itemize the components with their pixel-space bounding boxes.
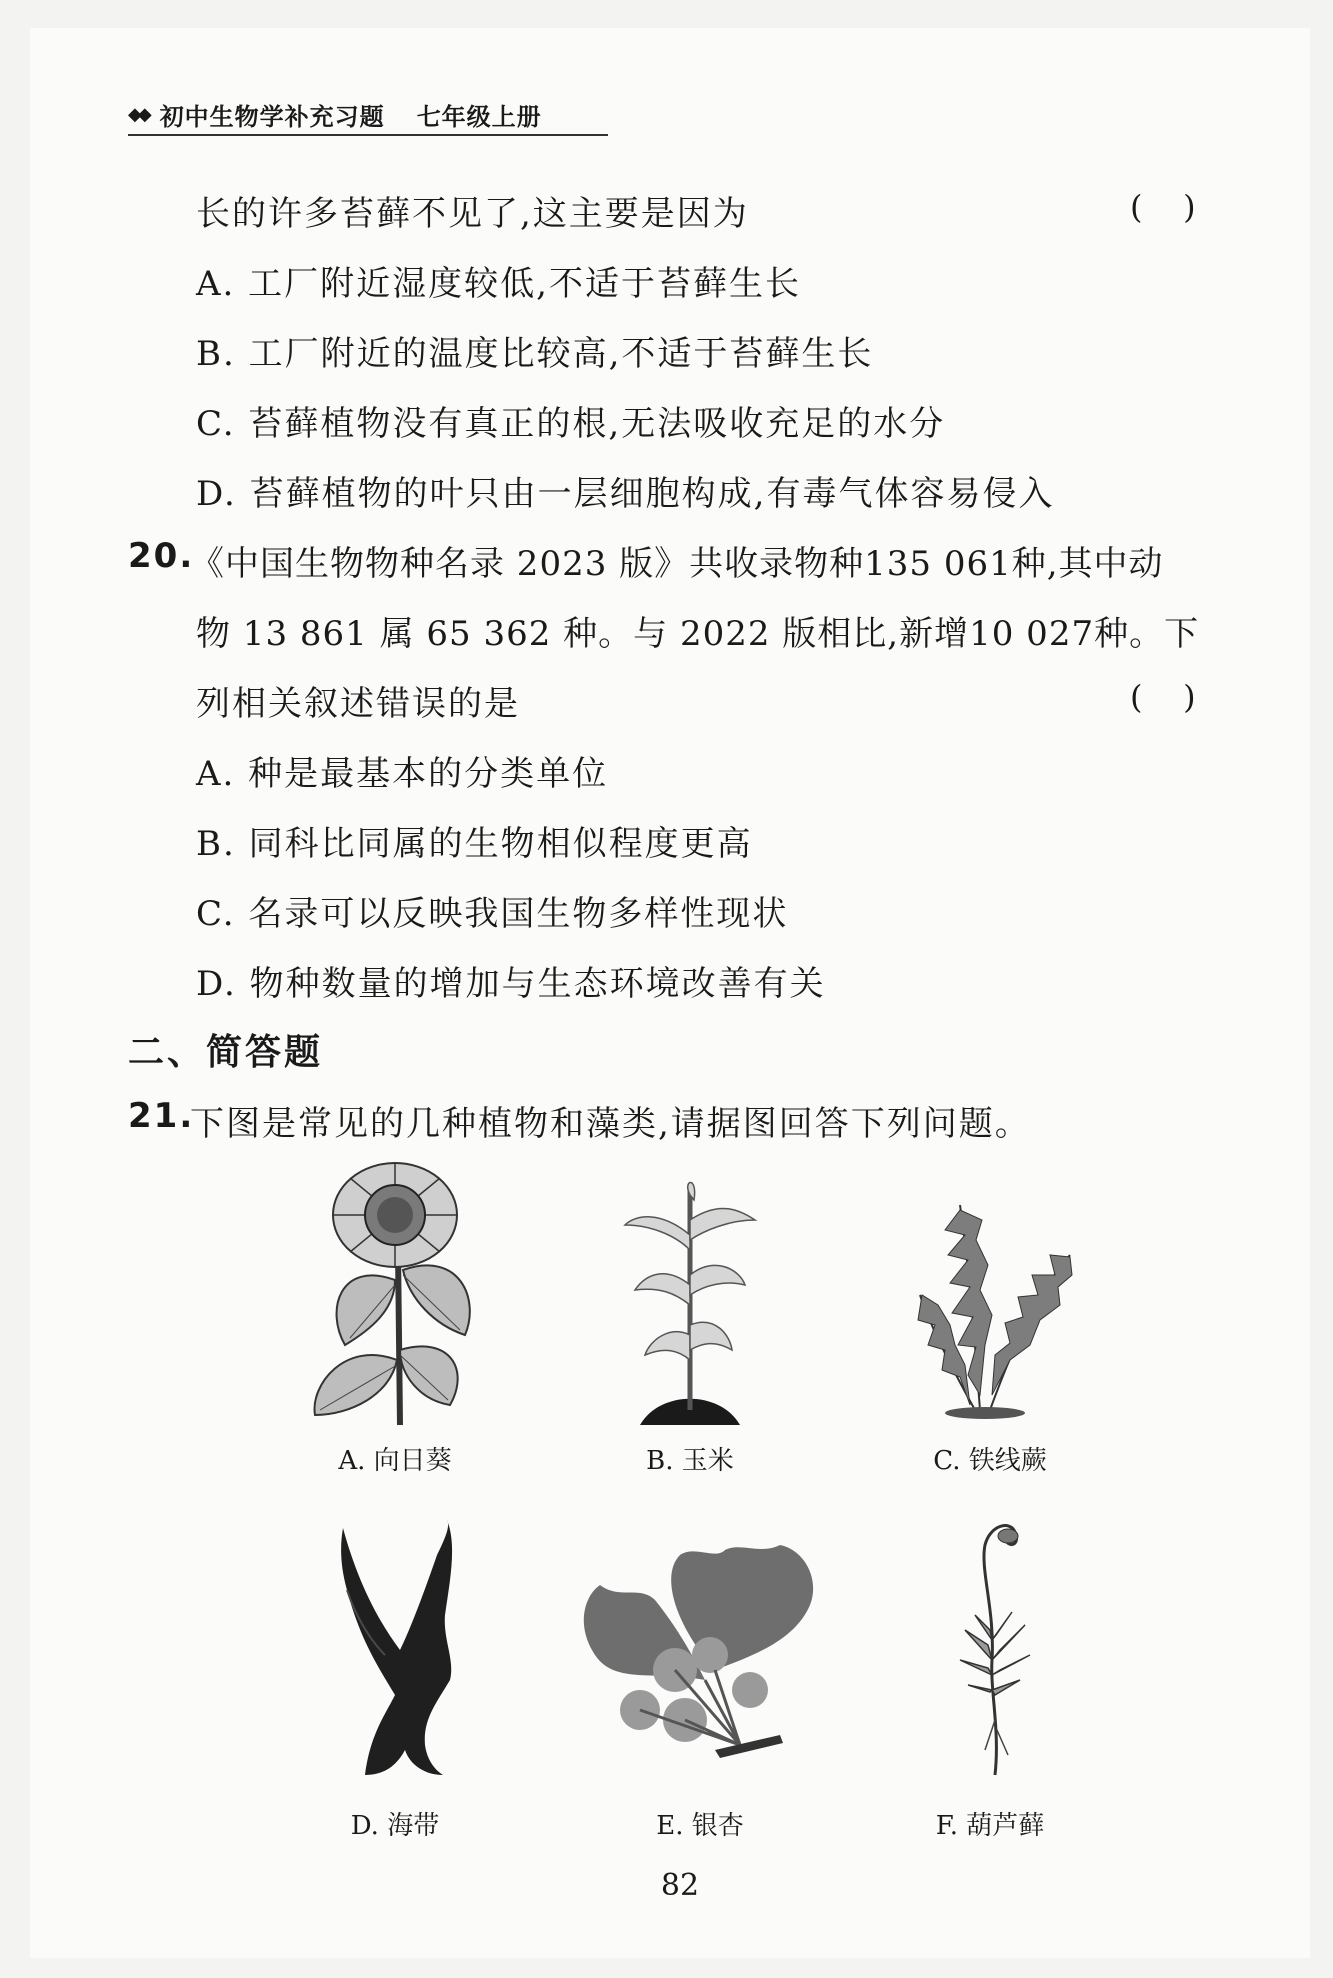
- q19-answer-paren: ( ): [1130, 188, 1196, 226]
- figure-f-caption: F. 葫芦藓: [935, 1811, 1045, 1841]
- q19-option-d: D. 苔藓植物的叶只由一层细胞构成,有毒气体容易侵入: [196, 474, 1055, 514]
- q20-answer-paren: ( ): [1130, 678, 1196, 716]
- q20-number: 20.: [128, 536, 195, 576]
- q20-option-b: B. 同科比同属的生物相似程度更高: [196, 824, 753, 864]
- q20-line-3: 列相关叙述错误的是: [196, 684, 520, 724]
- moss-icon: [950, 1520, 1050, 1780]
- q19-stem-end: 长的许多苔藓不见了,这主要是因为: [196, 194, 749, 234]
- q20-option-c: C. 名录可以反映我国生物多样性现状: [196, 894, 789, 934]
- q19-option-a: A. 工厂附近湿度较低,不适于苔藓生长: [196, 264, 801, 304]
- running-header: [128, 94, 608, 136]
- q19-option-b: B. 工厂附近的温度比较高,不适于苔藓生长: [196, 334, 874, 374]
- section-title: 二、简答题: [128, 1032, 324, 1073]
- q20-line-1: 《中国生物物种名录 2023 版》共收录物种135 061种,其中动: [190, 544, 1164, 584]
- diamond-icon: ◆◆: [128, 103, 148, 125]
- corn-icon: [620, 1175, 760, 1430]
- q20-line-2: 物 13 861 属 65 362 种。与 2022 版相比,新增10 027种。下: [196, 614, 1200, 654]
- figure-b-caption: B. 玉米: [646, 1446, 734, 1476]
- grade-label: 七年级上册: [416, 102, 542, 131]
- q21-number: 21.: [128, 1096, 195, 1136]
- figure-c-caption: C. 铁线蕨: [933, 1446, 1047, 1476]
- book-title: 初中生物学补充习题: [159, 102, 385, 131]
- fern-icon: [910, 1195, 1080, 1425]
- figure-d-caption: D. 海带: [350, 1811, 440, 1841]
- q20-option-d: D. 物种数量的增加与生态环境改善有关: [196, 964, 826, 1004]
- ginkgo-icon: [565, 1545, 825, 1770]
- kelp-icon: [325, 1520, 465, 1780]
- page-number: 82: [660, 1868, 700, 1903]
- q21-text: 下图是常见的几种植物和藻类,请据图回答下列问题。: [190, 1104, 1031, 1144]
- figure-a-caption: A. 向日葵: [338, 1446, 452, 1476]
- sunflower-icon: [300, 1160, 490, 1430]
- figure-e-caption: E. 银杏: [656, 1811, 744, 1841]
- q19-option-c: C. 苔藓植物没有真正的根,无法吸收充足的水分: [196, 404, 946, 444]
- q20-option-a: A. 种是最基本的分类单位: [196, 754, 609, 794]
